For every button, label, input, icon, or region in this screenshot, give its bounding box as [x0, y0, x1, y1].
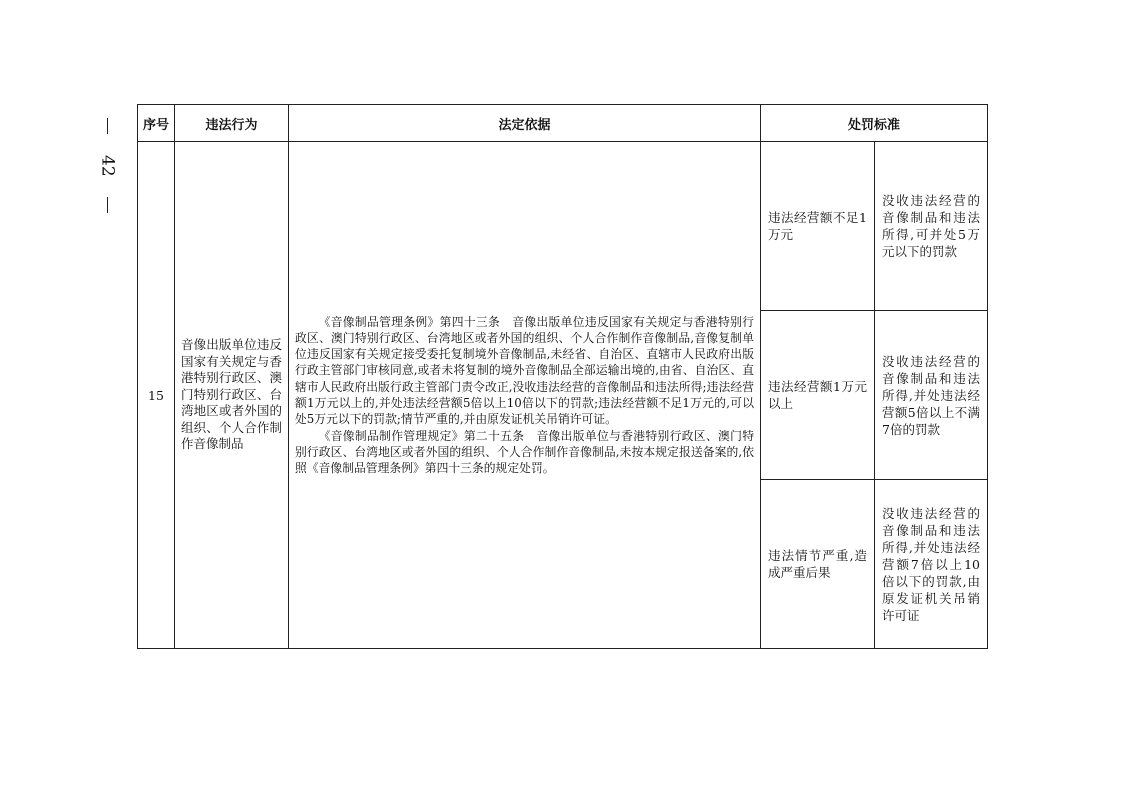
header-row — [138, 105, 988, 142]
row-seq: 15 — [138, 142, 175, 649]
violation-behavior-text: 音像出版单位违反国家有关规定与香港特别行政区、澳门特别行政区、台湾地区或者外国的组织、个人合作制作音像制品 — [181, 336, 282, 452]
table-row — [138, 142, 988, 311]
penalty-condition-2: 违法经营额1万元以上 — [761, 311, 875, 480]
penalty-condition-1: 违法经营额不足1万元 — [761, 142, 875, 311]
legal-basis-cell — [289, 142, 761, 649]
penalty-condition-3: 违法情节严重,造成严重后果 — [761, 480, 875, 649]
penalty-standard-1: 没收违法经营的音像制品和违法所得,可并处5万元以下的罚款 — [875, 142, 988, 311]
page-number-marker — [92, 118, 122, 213]
penalty-standard-2: 没收违法经营的音像制品和违法所得,并处违法经营额5倍以上不满7倍的罚款 — [875, 311, 988, 480]
page-number-dash-top — [107, 118, 108, 134]
page-number-dash-bottom — [107, 197, 108, 213]
violation-behavior-cell — [175, 142, 289, 649]
penalty-table — [137, 104, 988, 649]
header-seq: 序号 — [138, 105, 175, 142]
legal-basis-paragraph: 《音像制品管理条例》第四十三条 音像出版单位违反国家有关规定与香港特别行政区、澳门特别行政区、台湾地区或者外国的组织、个人合作制作音像制品,音像复制单位违反国家有关规定接受委托复制境外音像制品,未经省、自治区、直辖市人民政府出版行政主管部门审核同意,或者未将复制的境外音像制品全部运输出境的,由省、自治区、直辖市人民政府出版行政主管部门责令改正,没收违法经营的音像制品和违法所得;违法经营额1万元以上的,并处违法经营额5倍以上10倍以下的罚款;违法经营额不足1万元的,可以处5万元以下的罚款;情节严重的,并由原发证机关吊销许可证。 — [295, 314, 754, 427]
page-number: 42 — [97, 154, 118, 177]
header-standard: 处罚标准 — [761, 105, 988, 142]
header-behavior: 违法行为 — [175, 105, 289, 142]
legal-basis-paragraph: 《音像制品制作管理规定》第二十五条 音像出版单位与香港特别行政区、澳门特别行政区、台湾地区或者外国的组织、个人合作制作音像制品,未按本规定报送备案的,依照《音像制品管理条例》第四十三条的规定处罚。 — [295, 428, 754, 476]
header-basis: 法定依据 — [289, 105, 761, 142]
penalty-standard-3: 没收违法经营的音像制品和违法所得,并处违法经营额7倍以上10倍以下的罚款,由原发证机关吊销许可证 — [875, 480, 988, 649]
